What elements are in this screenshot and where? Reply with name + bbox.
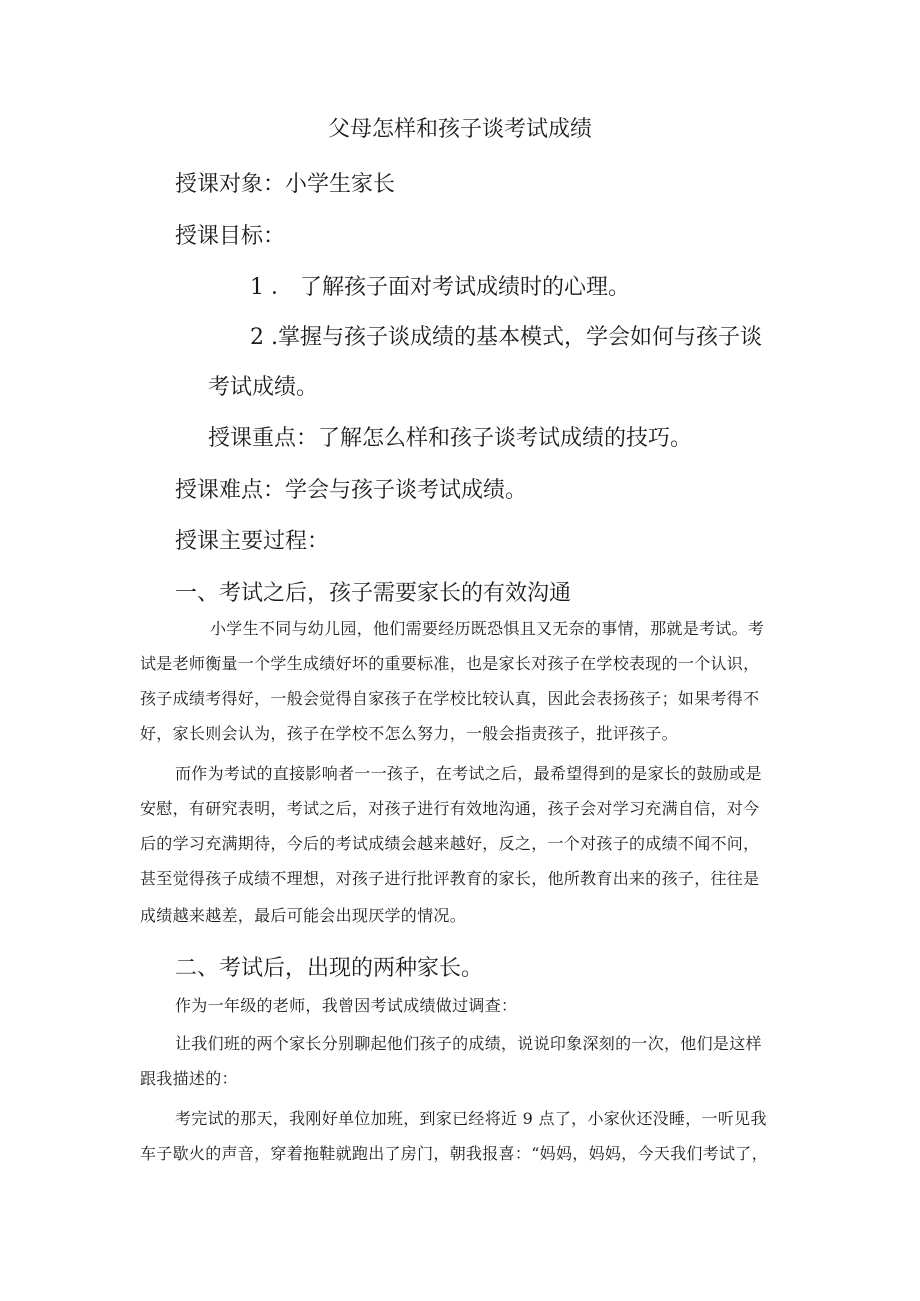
section-2-paragraph-2-line: 跟我描述的： bbox=[140, 1069, 238, 1088]
process-heading: 授课主要过程： bbox=[175, 529, 330, 554]
document-title: 父母怎样和孩子谈考试成绩 bbox=[327, 117, 592, 142]
section-1-paragraph-2-line: 甚至觉得孩子成绩不理想，对孩子进行批评教育的家长，他所教育出来的孩子，往往是 bbox=[140, 869, 760, 888]
section-1-paragraph-2-line: 成绩越来越差，最后可能会出现厌学的情况。 bbox=[140, 906, 467, 925]
section-2-paragraph-3-line: 车子歇火的声音，穿着拖鞋就跑出了房门，朝我报喜：“妈妈，妈妈，今天我们考试了， bbox=[140, 1144, 768, 1163]
goal-item-2-line-1: 2 .掌握与孩子谈成绩的基本模式，学会如何与孩子谈 bbox=[250, 325, 762, 350]
section-1-paragraph-2-line: 而作为考试的直接影响者一一孩子，在考试之后，最希望得到的是家长的鼓励或是 bbox=[175, 764, 762, 783]
goal-item-2-line-2: 考试成绩。 bbox=[208, 375, 319, 400]
section-2-heading: 二、考试后，出现的两种家长。 bbox=[175, 956, 484, 981]
goal-item-1: 1 ． 了解孩子面对考试成绩时的心理。 bbox=[250, 275, 630, 300]
section-1-paragraph-1-line: 试是老师衡量一个学生成绩好坏的重要标准，也是家长对孩子在学校表现的一个认识， bbox=[140, 654, 760, 673]
difficulty-line: 授课难点：学会与孩子谈考试成绩。 bbox=[175, 478, 528, 503]
section-2-paragraph-3-line: 考完试的那天，我刚好单位加班，到家已经将近 9 点了，小家伙还没睡，一听见我 bbox=[175, 1109, 767, 1128]
section-1-paragraph-1-line: 好，家长则会认为，孩子在学校不怎么努力，一般会指责孩子，批评孩子。 bbox=[140, 724, 678, 743]
section-1-paragraph-1-line: 小学生不同与幼儿园，他们需要经历既恐惧且又无奈的事情，那就是考试。考 bbox=[210, 619, 765, 638]
section-1-paragraph-2-line: 后的学习充满期待，今后的考试成绩会越来越好，反之，一个对孩子的成绩不闻不问， bbox=[140, 834, 760, 853]
audience-line: 授课对象：小学生家长 bbox=[175, 172, 396, 197]
section-1-paragraph-1-line: 孩子成绩考得好，一般会觉得自家孩子在学校比较认真，因此会表扬孩子；如果考得不 bbox=[140, 689, 760, 708]
section-1-paragraph-2-line: 安慰，有研究表明，考试之后，对孩子进行有效地沟通，孩子会对学习充满自信，对今 bbox=[140, 799, 760, 818]
section-1-heading: 一、考试之后，孩子需要家长的有效沟通 bbox=[175, 581, 572, 606]
section-2-paragraph-2-line: 让我们班的两个家长分别聊起他们孩子的成绩，说说印象深刻的一次，他们是这样 bbox=[175, 1034, 762, 1053]
section-2-paragraph-1: 作为一年级的老师，我曾因考试成绩做过调查： bbox=[175, 996, 518, 1015]
goals-heading: 授课目标： bbox=[175, 224, 286, 249]
key-point-line: 授课重点：了解怎么样和孩子谈考试成绩的技巧。 bbox=[208, 426, 693, 451]
